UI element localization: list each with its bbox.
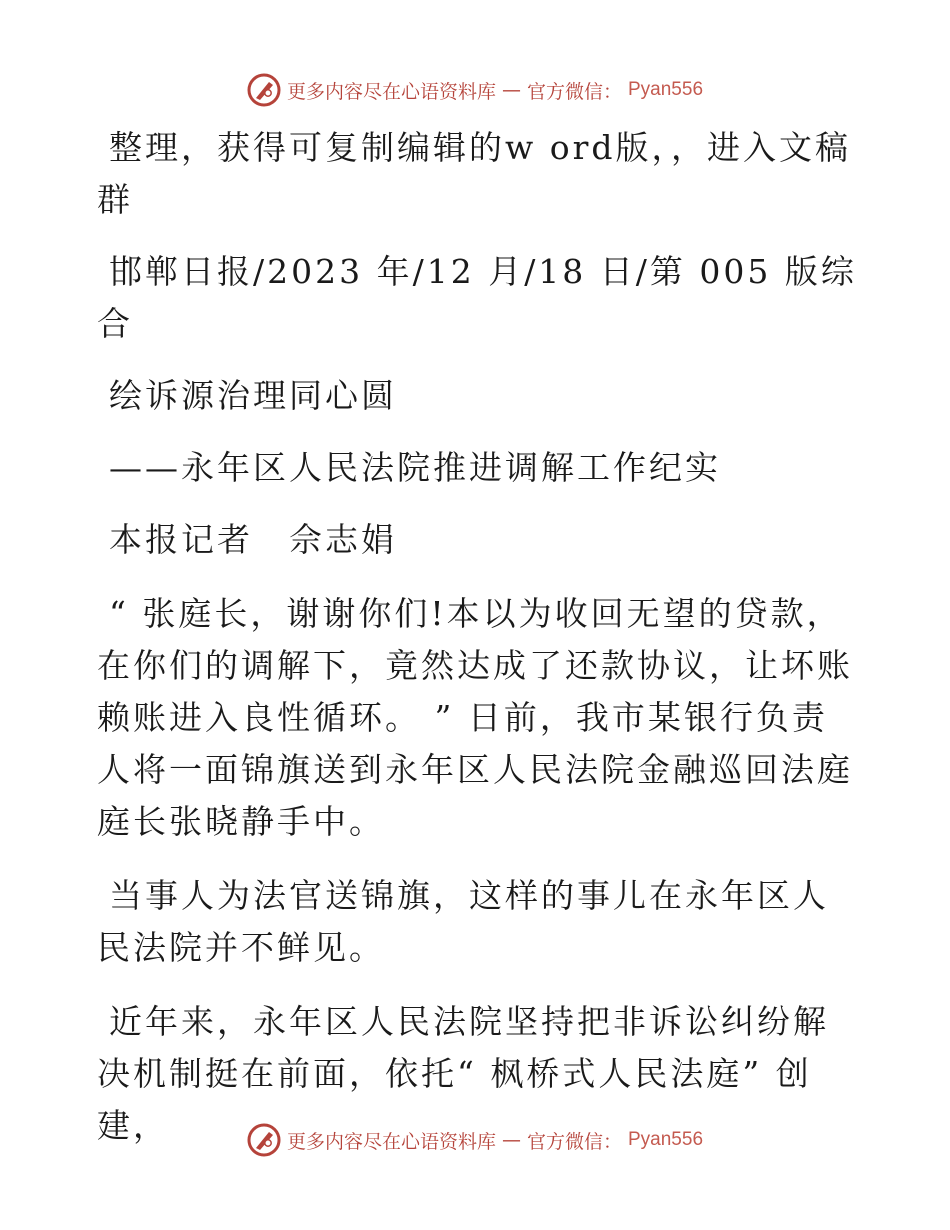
document-body — [97, 122, 857, 1152]
source-line: 邯郸日报/2023 年/12 月/18 日/第 005 版综合 — [97, 252, 857, 343]
paragraph: “ 张庭长，谢谢你们!本以为收回无望的贷款，在你们的调解下，竟然达成了还款协议，让坏账赖账进入良性循环。 ” 日前，我市某银行负责人将一面锦旗送到永年区人民法院金融巡回法庭庭长张晓静手中。 — [97, 594, 853, 841]
banner-wechat-id: Pyan556 — [628, 1129, 704, 1150]
paragraph: 近年来，永年区人民法院坚持把非诉讼纠纷解决机制挺在前面，依托“ 枫桥式人民法庭” 创建， — [97, 1002, 829, 1145]
footer-banner — [0, 1120, 950, 1160]
byline: 本报记者 佘志娟 — [109, 520, 397, 559]
pen-logo-icon — [247, 73, 281, 107]
banner-separator: — — [501, 79, 521, 101]
article-title: 绘诉源治理同心圆 — [109, 376, 397, 415]
banner-wechat-label: 官方微信： — [526, 1130, 622, 1153]
pen-logo-icon — [247, 1123, 281, 1157]
banner-separator: — — [501, 1129, 521, 1151]
banner-wechat-id: Pyan556 — [628, 79, 704, 100]
header-banner — [0, 70, 950, 110]
banner-wechat-label: 官方微信： — [526, 80, 622, 103]
paragraph: 当事人为法官送锦旗，这样的事儿在永年区人民法院并不鲜见。 — [97, 876, 829, 967]
article-subtitle: ——永年区人民法院推进调解工作纪实 — [109, 448, 721, 487]
banner-text: 更多内容尽在心语资料库 — [286, 1130, 496, 1153]
banner-text: 更多内容尽在心语资料库 — [286, 80, 496, 103]
intro-line: 整理，获得可复制编辑的w ord版，，进入文稿群 — [97, 128, 852, 219]
